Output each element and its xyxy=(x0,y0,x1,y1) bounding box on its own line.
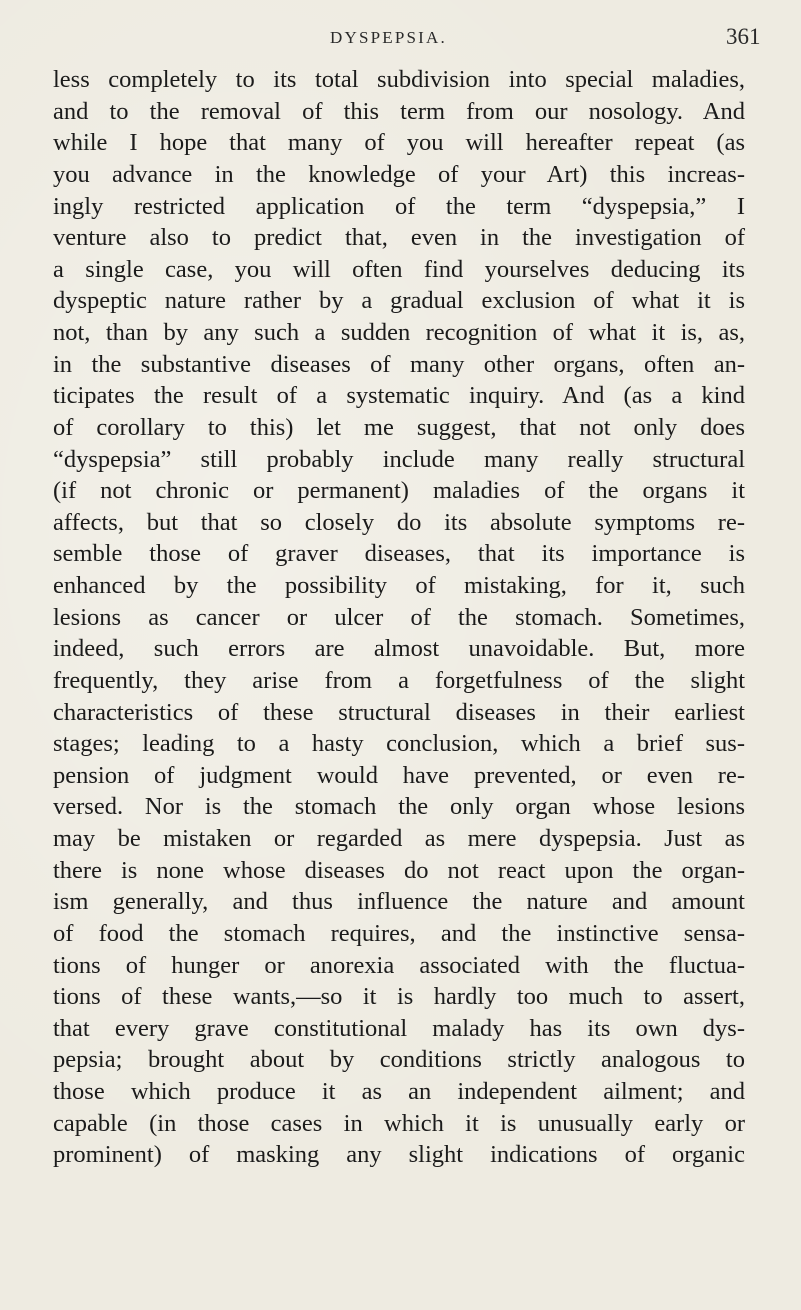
text-line: (if not chronic or permanent) maladies of the organs it xyxy=(53,477,745,505)
page-number: 361 xyxy=(726,24,761,49)
text-line: prominent) of masking any slight indications of organic xyxy=(53,1141,745,1169)
text-line: stages; leading to a hasty conclusion, which a brief sus- xyxy=(53,730,745,758)
text-line: that every grave constitutional malady has its own dys- xyxy=(53,1014,745,1042)
running-head xyxy=(0,24,801,58)
text-line: in the substantive diseases of many other organs, often an- xyxy=(53,350,745,378)
text-line: tions of hunger or anorexia associated with the fluctua- xyxy=(53,951,745,979)
text-line: ingly restricted application of the term “dyspepsia,” I xyxy=(53,192,745,220)
text-line: while I hope that many of you will hereafter repeat (as xyxy=(53,129,745,157)
body-text xyxy=(53,64,745,1171)
text-line: characteristics of these structural diseases in their earliest xyxy=(53,698,745,726)
text-line: enhanced by the possibility of mistaking, for it, such xyxy=(53,572,745,599)
text-line: indeed, such errors are almost unavoidable. But, more xyxy=(53,635,745,663)
text-line: there is none whose diseases do not react upon the organ- xyxy=(53,856,745,884)
text-line: pension of judgment would have prevented, or even re- xyxy=(53,761,745,789)
text-line: may be mistaken or regarded as mere dyspepsia. Just as xyxy=(53,825,745,852)
text-line: tions of these wants,—so it is hardly too much to assert, xyxy=(53,983,745,1011)
text-line: frequently, they arise from a forgetfulness of the slight xyxy=(53,666,745,694)
text-line: you advance in the knowledge of your Art) this increas- xyxy=(53,160,745,188)
text-line: “dyspepsia” still probably include many really structural xyxy=(53,445,745,473)
text-line: of food the stomach requires, and the instinctive sensa- xyxy=(53,919,745,947)
text-line: versed. Nor is the stomach the only organ whose lesions xyxy=(53,793,745,821)
text-line: not, than by any such a sudden recognition of what it is, as, xyxy=(53,319,745,346)
text-line: semble those of graver diseases, that its importance is xyxy=(53,540,745,568)
text-line: pepsia; brought about by conditions strictly analogous to xyxy=(53,1046,745,1074)
text-line: venture also to predict that, even in the investigation of xyxy=(53,224,745,252)
text-line: ism generally, and thus influence the nature and amount xyxy=(53,888,745,916)
text-line: those which produce it as an independent ailment; and xyxy=(53,1078,745,1105)
text-line: and to the removal of this term from our nosology. And xyxy=(53,97,745,125)
text-line: capable (in those cases in which it is unusually early or xyxy=(53,1109,745,1137)
running-title: DYSPEPSIA. xyxy=(330,28,447,47)
text-line: dyspeptic nature rather by a gradual exclusion of what it is xyxy=(53,287,745,315)
text-line: a single case, you will often find yourselves deducing its xyxy=(53,255,745,283)
text-line: affects, but that so closely do its absolute symptoms re- xyxy=(53,508,745,536)
text-line: of corollary to this) let me suggest, that not only does xyxy=(53,413,745,441)
text-line: less completely to its total subdivision into special maladies, xyxy=(53,66,745,93)
text-line: lesions as cancer or ulcer of the stomach. Sometimes, xyxy=(53,603,745,631)
text-line: ticipates the result of a systematic inquiry. And (as a kind xyxy=(53,382,745,410)
